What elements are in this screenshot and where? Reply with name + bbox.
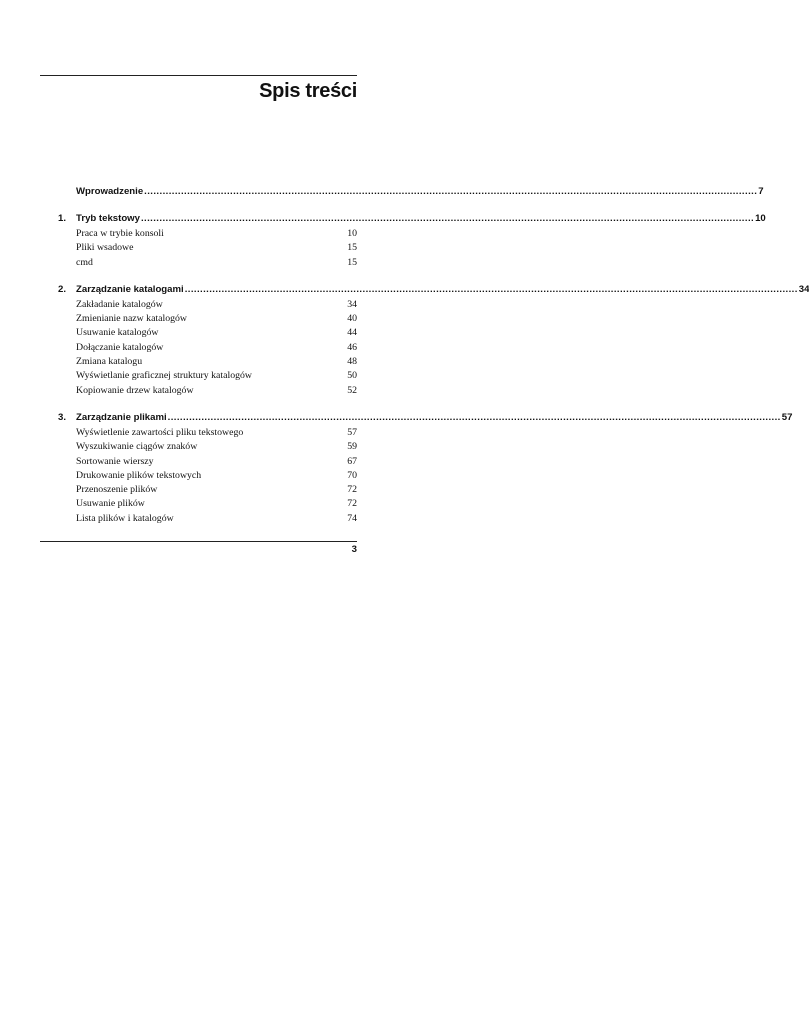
page-number: 3 xyxy=(351,544,357,555)
section-title: Usuwanie katalogów xyxy=(76,327,159,339)
section-page-number: 40 xyxy=(347,313,357,325)
toc-section-entry[interactable] xyxy=(40,355,357,369)
page-title: Spis treści xyxy=(259,80,357,102)
section-title: Praca w trybie konsoli xyxy=(76,228,164,239)
toc-section-entry[interactable] xyxy=(40,312,357,326)
chapter-title: Tryb tekstowy xyxy=(76,213,140,224)
toc-section-entry[interactable] xyxy=(40,326,357,340)
dot-leader: ........................................................................................................................................................................................................ xyxy=(140,213,755,224)
toc-section-entry[interactable] xyxy=(40,469,357,483)
toc-section-entry[interactable] xyxy=(40,483,357,497)
toc-chapter-entry[interactable] xyxy=(40,409,793,426)
section-page-number: 48 xyxy=(347,356,357,368)
chapter-page-number: 34 xyxy=(798,283,809,295)
toc-chapter-group-2 xyxy=(40,281,809,398)
section-page-number: 34 xyxy=(347,298,357,310)
section-title: Drukowanie plików tekstowych xyxy=(76,469,202,481)
section-page-number: 67 xyxy=(347,455,357,467)
toc-section-entry[interactable] xyxy=(40,369,357,383)
dot-leader: ........................................................................................................................................................................................................ xyxy=(167,411,781,423)
section-title: Zmienianie nazw katalogów xyxy=(76,313,187,325)
section-page-number: 57 xyxy=(347,426,357,438)
section-page-number: 52 xyxy=(347,384,357,396)
section-page-number: 74 xyxy=(347,512,357,524)
section-page-number: 72 xyxy=(347,498,357,510)
toc-chapter-group-3 xyxy=(40,409,793,526)
dot-leader: ........................................................................................................................................................................................................ xyxy=(144,186,758,197)
section-title: Lista plików i katalogów xyxy=(76,512,174,524)
toc-section-entry[interactable] xyxy=(40,426,357,440)
section-title: Wyszukiwanie ciągów znaków xyxy=(76,441,198,453)
chapter-page-number: 7 xyxy=(758,186,764,197)
section-title: Dołączanie katalogów xyxy=(76,341,164,353)
section-title: Zmiana katalogu xyxy=(76,356,143,368)
toc-section-entry[interactable] xyxy=(40,440,357,454)
section-page-number: 70 xyxy=(347,469,357,481)
section-title: Przenoszenie plików xyxy=(76,484,158,496)
chapter-title: Zarządzanie plikami xyxy=(76,411,167,423)
top-rule xyxy=(40,75,357,76)
section-page-number: 50 xyxy=(347,370,357,382)
section-page-number: 15 xyxy=(347,242,357,254)
dot-leader: ........................................................................................................................................................................................................ xyxy=(184,283,798,295)
chapter-title: Wprowadzenie xyxy=(76,186,144,197)
section-title: Wyświetlanie graficznej struktury katalogów xyxy=(76,370,252,382)
toc-chapter-entry[interactable] xyxy=(40,210,766,227)
section-page-number: 10 xyxy=(347,228,357,239)
section-page-number: 15 xyxy=(347,256,357,268)
section-title: Zakładanie katalogów xyxy=(76,298,163,310)
toc-section-entry[interactable] xyxy=(40,241,357,255)
chapter-number: 3. xyxy=(58,411,67,423)
section-page-number: 44 xyxy=(347,327,357,339)
toc-section-entry[interactable] xyxy=(40,512,357,526)
table-of-contents xyxy=(40,183,809,537)
chapter-page-number: 57 xyxy=(781,411,793,423)
chapter-title: Zarządzanie katalogami xyxy=(76,283,184,295)
section-title: Sortowanie wierszy xyxy=(76,455,154,467)
section-page-number: 46 xyxy=(347,341,357,353)
toc-section-entry[interactable] xyxy=(40,497,357,511)
toc-chapter-entry[interactable] xyxy=(40,281,809,298)
chapter-number: 2. xyxy=(58,283,67,295)
section-title: cmd xyxy=(76,256,93,268)
toc-section-entry[interactable] xyxy=(40,227,357,241)
chapter-page-number: 10 xyxy=(755,213,766,224)
toc-section-entry[interactable] xyxy=(40,384,357,398)
toc-chapter-group-1 xyxy=(40,210,766,270)
chapter-number: 1. xyxy=(58,213,67,224)
section-title: Wyświetlenie zawartości pliku tekstowego xyxy=(76,426,244,438)
section-page-number: 59 xyxy=(347,441,357,453)
section-title: Usuwanie plików xyxy=(76,498,145,510)
section-title: Kopiowanie drzew katalogów xyxy=(76,384,194,396)
bottom-rule xyxy=(40,541,357,542)
section-page-number: 72 xyxy=(347,484,357,496)
toc-intro-group xyxy=(40,183,764,200)
toc-section-entry[interactable] xyxy=(40,341,357,355)
section-title: Pliki wsadowe xyxy=(76,242,134,254)
toc-chapter-entry[interactable] xyxy=(40,183,764,200)
toc-section-entry[interactable] xyxy=(40,455,357,469)
toc-section-entry[interactable] xyxy=(40,256,357,270)
toc-section-entry[interactable] xyxy=(40,298,357,312)
